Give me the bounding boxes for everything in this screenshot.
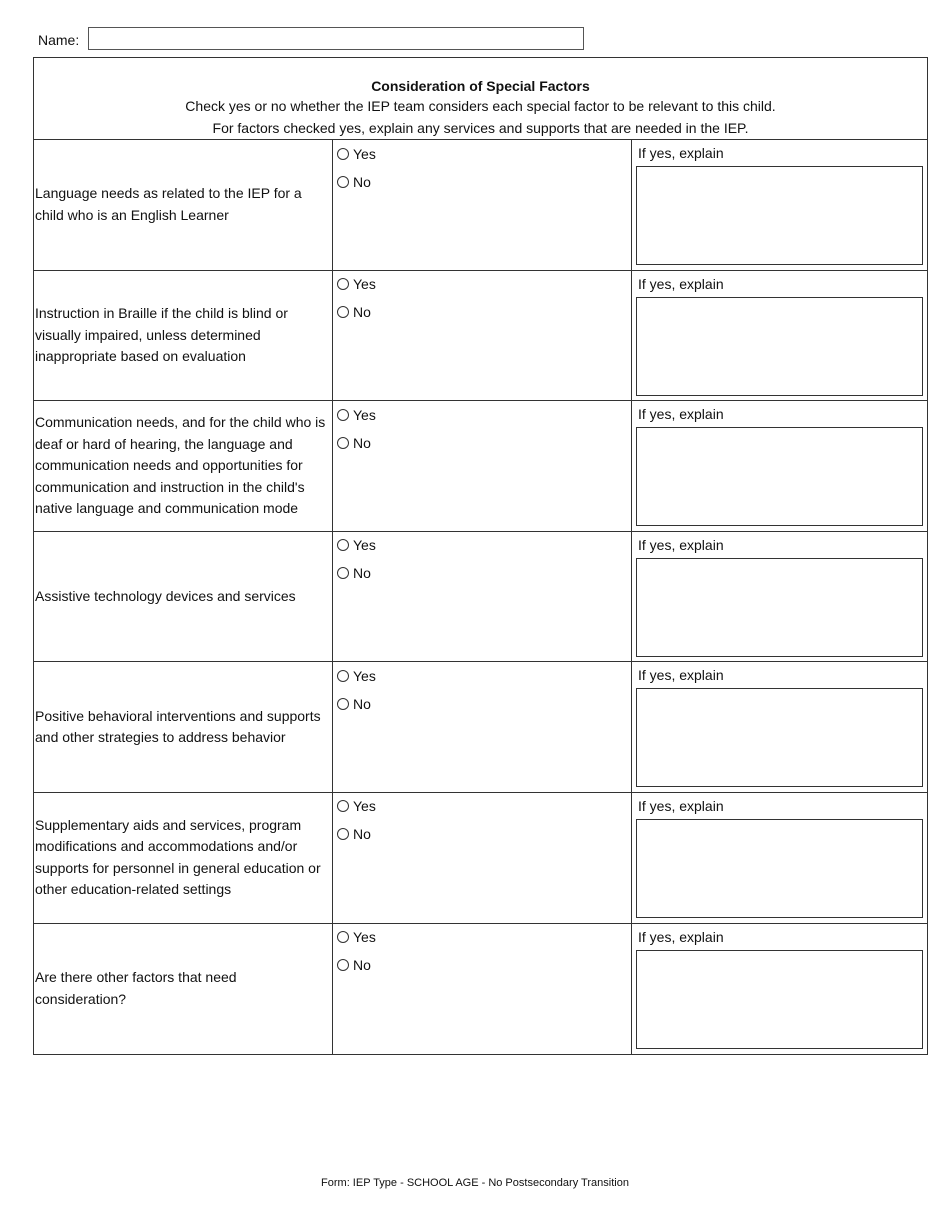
explain-textarea[interactable]: [636, 297, 923, 396]
radio-circle-icon: [337, 409, 349, 421]
yes-no-group: [333, 793, 632, 923]
yes-label: Yes: [353, 798, 376, 815]
radio-circle-icon: [337, 567, 349, 579]
factor-label: Language needs as related to the IEP for a child who is an English Learner: [34, 140, 333, 270]
yes-label: Yes: [353, 667, 376, 684]
yes-no-group: [333, 271, 632, 401]
factor-label: Instruction in Braille if the child is blind or visually impaired, unless determined inappropriate based on evaluation: [34, 271, 333, 401]
explain-textarea[interactable]: [636, 819, 923, 918]
factor-row: [34, 271, 927, 402]
no-label: No: [353, 695, 371, 712]
explain-cell: [632, 793, 927, 923]
no-label: No: [353, 565, 371, 582]
radio-circle-icon: [337, 959, 349, 971]
factor-label: Assistive technology devices and services: [34, 532, 333, 662]
factor-row: [34, 924, 927, 1055]
no-radio[interactable]: [337, 565, 631, 582]
explain-textarea[interactable]: [636, 558, 923, 657]
yes-radio[interactable]: [337, 537, 631, 554]
yes-no-group: [333, 140, 632, 270]
factor-label: Are there other factors that need consideration?: [34, 924, 333, 1055]
radio-circle-icon: [337, 800, 349, 812]
radio-circle-icon: [337, 698, 349, 710]
explain-label: If yes, explain: [638, 275, 724, 292]
no-label: No: [353, 826, 371, 843]
explain-label: If yes, explain: [638, 797, 724, 814]
no-label: No: [353, 173, 371, 190]
factor-row: [34, 401, 927, 532]
yes-no-group: [333, 662, 632, 792]
yes-radio[interactable]: [337, 929, 631, 946]
radio-circle-icon: [337, 176, 349, 188]
factor-label: Communication needs, and for the child who is deaf or hard of hearing, the language and communication needs and opportunities for communication and instruction in the child's native language and communication mode: [34, 401, 333, 531]
explain-label: If yes, explain: [638, 145, 724, 161]
factor-row: [34, 532, 927, 663]
section-header: [34, 58, 927, 140]
yes-label: Yes: [353, 145, 376, 162]
yes-radio[interactable]: [337, 798, 631, 815]
no-label: No: [353, 957, 371, 974]
no-radio[interactable]: [337, 173, 631, 190]
explain-cell: [632, 662, 927, 792]
explain-label: If yes, explain: [638, 928, 724, 945]
yes-radio[interactable]: [337, 276, 631, 293]
no-radio[interactable]: [337, 304, 631, 321]
no-radio[interactable]: [337, 695, 631, 712]
explain-textarea[interactable]: [636, 950, 923, 1049]
radio-circle-icon: [337, 437, 349, 449]
no-radio[interactable]: [337, 826, 631, 843]
yes-label: Yes: [353, 276, 376, 293]
name-label: Name:: [38, 32, 80, 48]
explain-cell: [632, 924, 927, 1055]
explain-textarea[interactable]: [636, 166, 923, 265]
explain-textarea[interactable]: [636, 427, 923, 526]
radio-circle-icon: [337, 931, 349, 943]
explain-textarea[interactable]: [636, 688, 923, 787]
yes-radio[interactable]: [337, 145, 631, 162]
yes-radio[interactable]: [337, 667, 631, 684]
no-radio[interactable]: [337, 957, 631, 974]
radio-circle-icon: [337, 306, 349, 318]
explain-cell: [632, 140, 927, 270]
factor-row: [34, 140, 927, 271]
explain-cell: [632, 271, 927, 401]
yes-label: Yes: [353, 406, 376, 423]
form-footer: Form: IEP Type - SCHOOL AGE - No Postsecondary Transition: [321, 1177, 629, 1189]
explain-cell: [632, 401, 927, 531]
instruction-line-2: For factors checked yes, explain any services and supports that are needed in the IEP.: [212, 120, 749, 136]
factor-row: [34, 662, 927, 793]
yes-no-group: [333, 532, 632, 662]
factor-label: Supplementary aids and services, program modifications and accommodations and/or supports for personnel in general education or other education-related settings: [34, 793, 333, 923]
section-title: Consideration of Special Factors: [371, 78, 590, 94]
explain-label: If yes, explain: [638, 667, 724, 684]
radio-circle-icon: [337, 278, 349, 290]
name-field[interactable]: [88, 27, 584, 50]
yes-no-group: [333, 401, 632, 531]
yes-no-group: [333, 924, 632, 1055]
explain-label: If yes, explain: [638, 406, 724, 423]
radio-circle-icon: [337, 828, 349, 840]
special-factors-table: [33, 57, 928, 1055]
explain-label: If yes, explain: [638, 536, 724, 553]
radio-circle-icon: [337, 539, 349, 551]
factor-row: [34, 793, 927, 924]
radio-circle-icon: [337, 670, 349, 682]
yes-label: Yes: [353, 537, 376, 554]
no-radio[interactable]: [337, 434, 631, 451]
no-label: No: [353, 304, 371, 321]
explain-cell: [632, 532, 927, 662]
factor-label: Positive behavioral interventions and supports and other strategies to address behavior: [34, 662, 333, 792]
instruction-line-1: Check yes or no whether the IEP team considers each special factor to be relevant to this child.: [185, 98, 776, 114]
no-label: No: [353, 434, 371, 451]
yes-label: Yes: [353, 929, 376, 946]
yes-radio[interactable]: [337, 406, 631, 423]
radio-circle-icon: [337, 148, 349, 160]
